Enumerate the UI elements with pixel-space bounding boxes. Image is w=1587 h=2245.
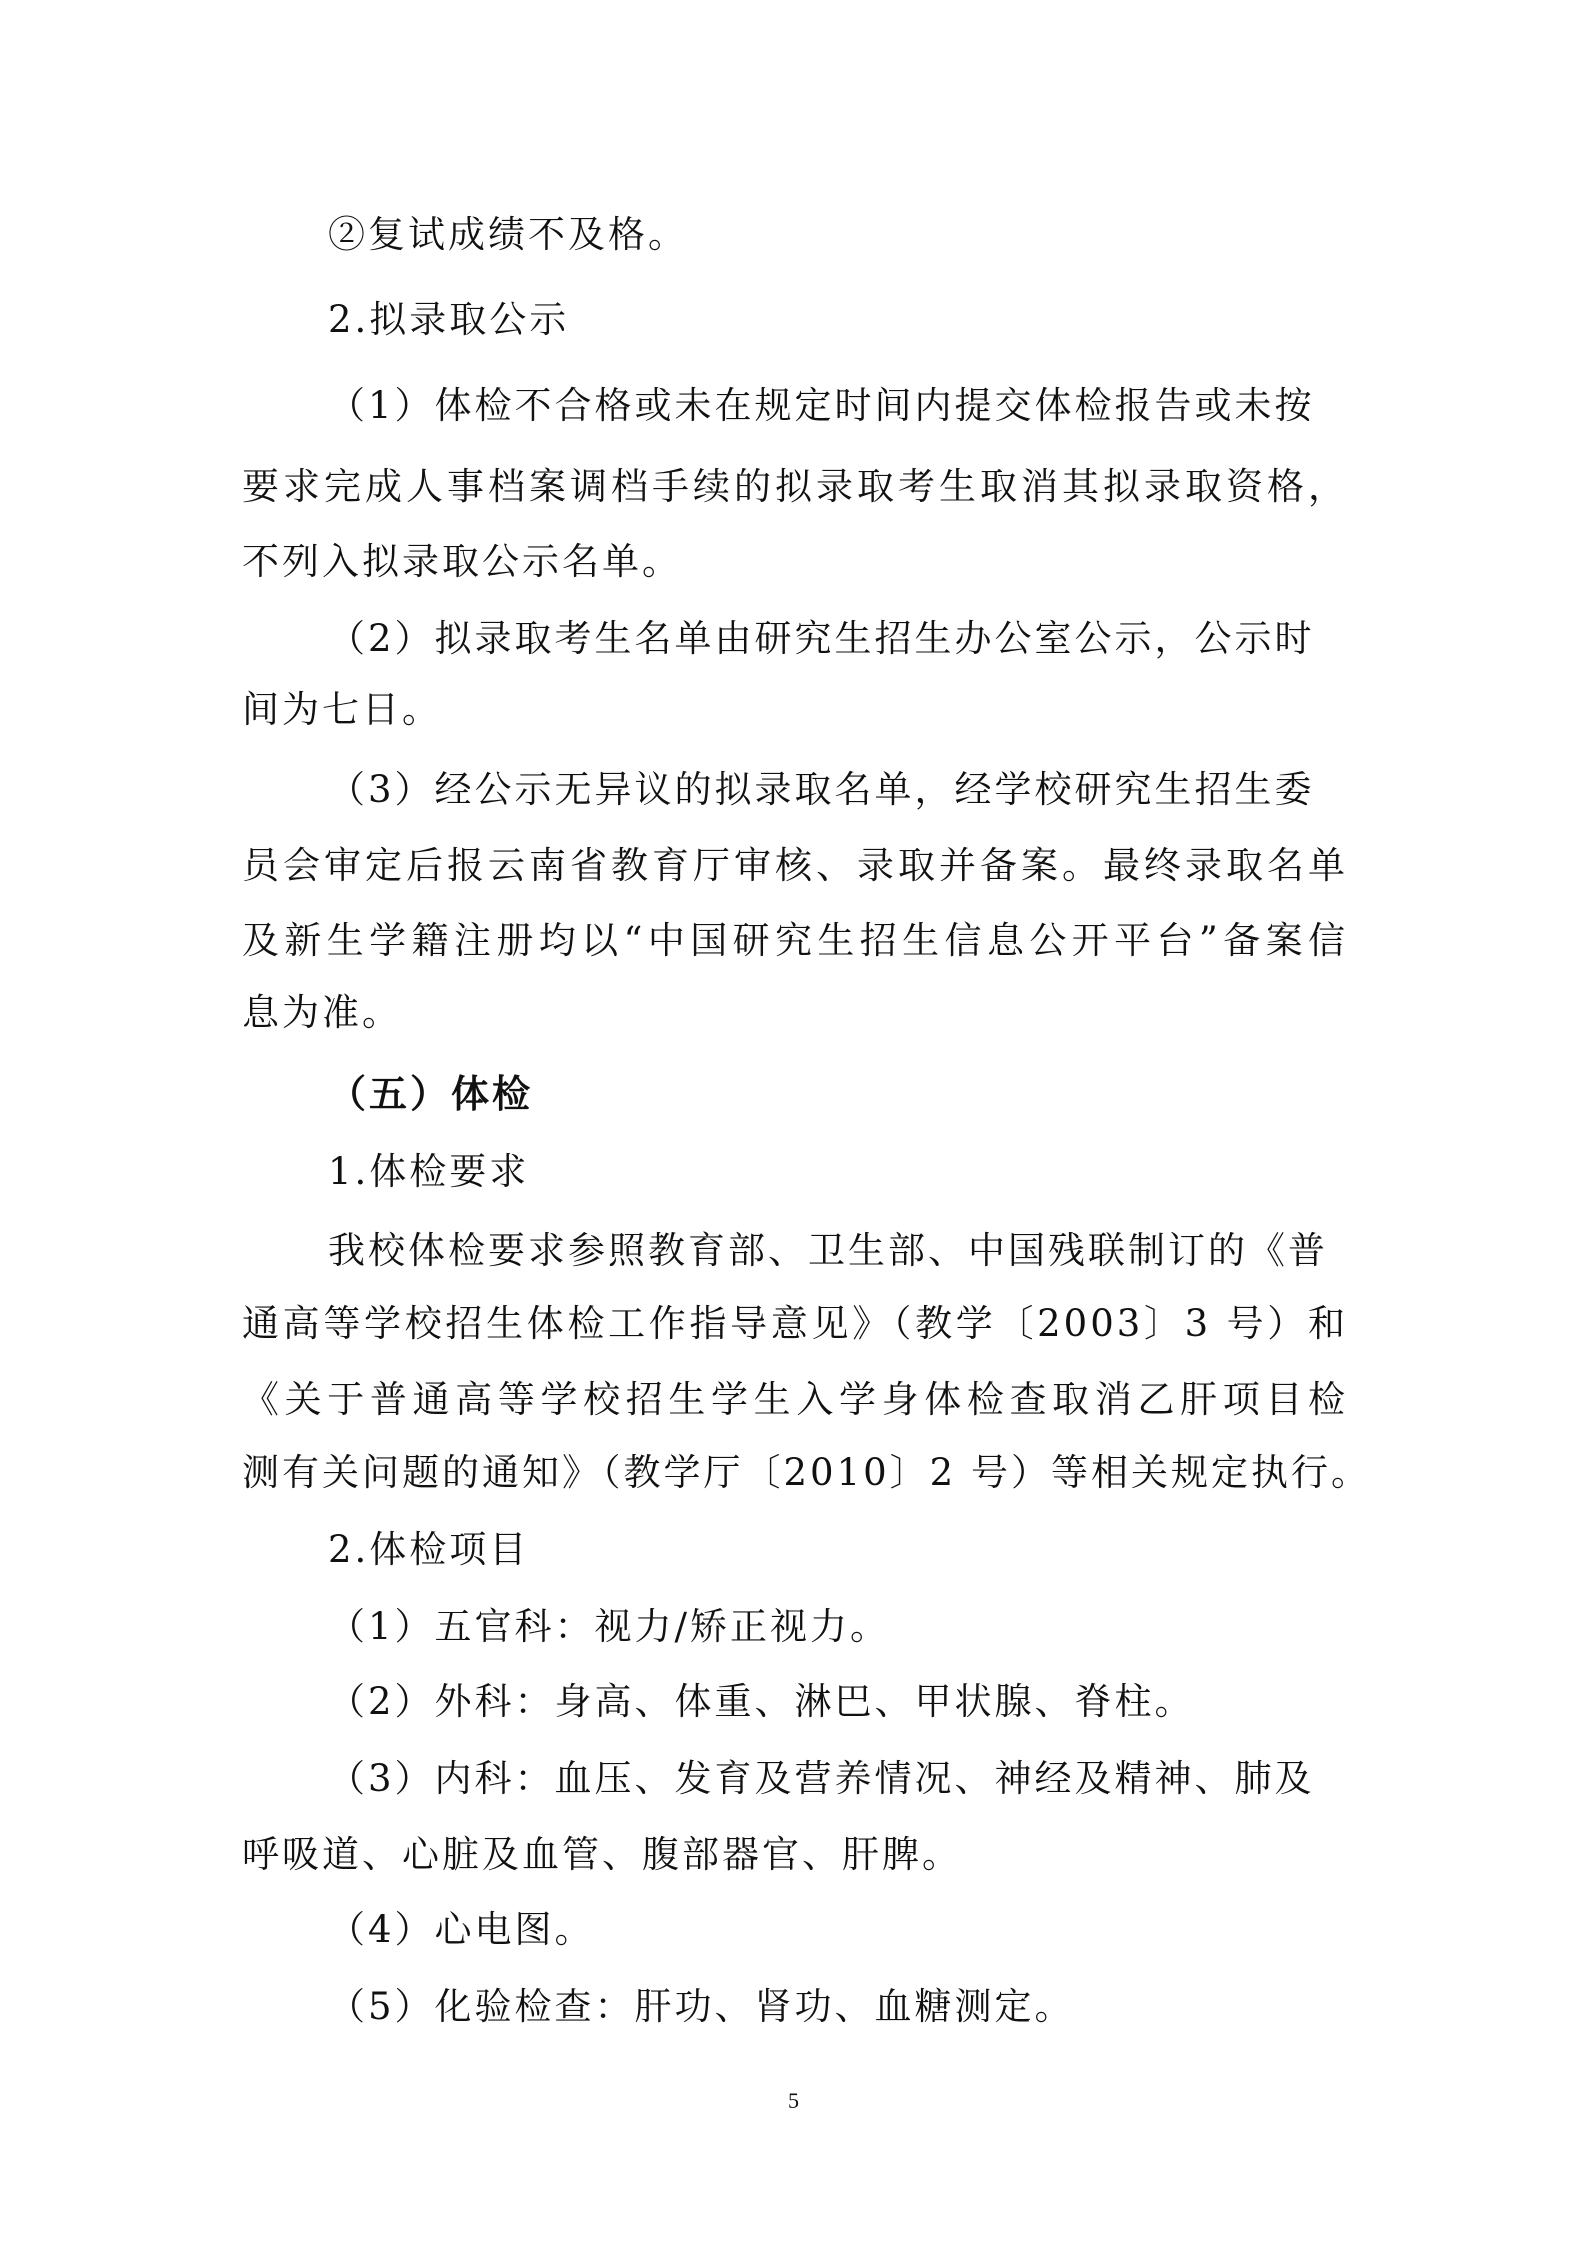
paragraph-line: （4）心电图。: [328, 1908, 595, 1951]
paragraph-line: 要求完成人事档案调档手续的拟录取考生取消其拟录取资格，: [242, 465, 1348, 508]
section-heading: （五）体检: [328, 1072, 534, 1116]
paragraph-line: 1.体检要求: [328, 1150, 530, 1193]
paragraph-line: 员会审定后报云南省教育厅审核、录取并备案。最终录取名单: [242, 844, 1348, 887]
paragraph-line: 息为准。: [242, 991, 402, 1034]
paragraph-line: 测有关问题的通知》（教学厅〔2010〕2 号）等相关规定执行。: [242, 1451, 1371, 1494]
paragraph-line: 《关于普通高等学校招生学生入学身体检查取消乙肝项目检: [242, 1378, 1348, 1421]
paragraph-line: 及新生学籍注册均以“中国研究生招生信息公开平台”备案信: [242, 919, 1348, 962]
paragraph-line: （3）经公示无异议的拟录取名单，经学校研究生招生委: [328, 768, 1315, 811]
paragraph-line: 2.拟录取公示: [328, 298, 570, 341]
paragraph-line: （5）化验检查：肝功、肾功、血糖测定。: [328, 1985, 1075, 2028]
paragraph-line: 通高等学校招生体检工作指导意见》（教学〔2003〕3 号）和: [242, 1302, 1348, 1345]
paragraph-line: ②复试成绩不及格。: [328, 213, 688, 256]
paragraph-line: 不列入拟录取公示名单。: [242, 540, 682, 583]
paragraph-line: 2.体检项目: [328, 1528, 530, 1571]
paragraph-line: （2）拟录取考生名单由研究生招生办公室公示，公示时: [328, 617, 1315, 660]
paragraph-line: 呼吸道、心脏及血管、腹部器官、肝脾。: [242, 1833, 962, 1876]
page-number: 5: [788, 2088, 799, 2113]
paragraph-line: 我校体检要求参照教育部、卫生部、中国残联制订的《普: [328, 1229, 1328, 1272]
paragraph-line: （3）内科：血压、发育及营养情况、神经及精神、肺及: [328, 1757, 1315, 1800]
paragraph-line: （1）体检不合格或未在规定时间内提交体检报告或未按: [328, 384, 1315, 427]
paragraph-line: 间为七日。: [242, 688, 442, 731]
paragraph-line: （2）外科：身高、体重、淋巴、甲状腺、脊柱。: [328, 1680, 1195, 1723]
paragraph-line: （1）五官科：视力/矫正视力。: [328, 1605, 891, 1648]
